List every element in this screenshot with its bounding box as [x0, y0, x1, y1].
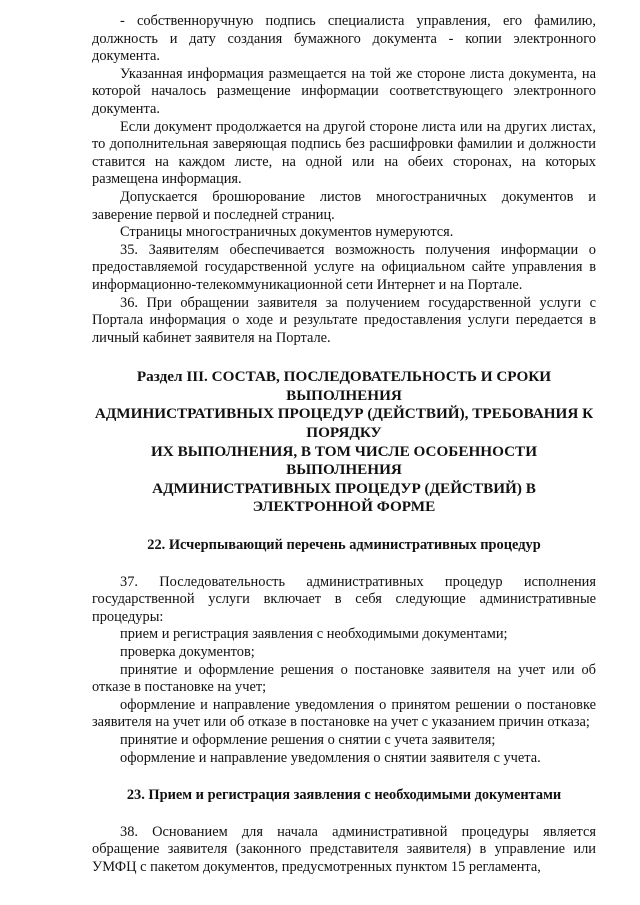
section-title-line: Раздел III. СОСТАВ, ПОСЛЕДОВАТЕЛЬНОСТЬ И СРОКИ [136, 368, 552, 386]
paragraph-35: 35. Заявителям обеспечивается возможность получения информации о предоставляемой государственной услуге на официальном сайте управления в информационно-телекоммуникационной сети Интернет и на Портале. [92, 241, 596, 293]
paragraph-37: 37. Последовательность административных процедур исполнения государственной услуги включает в себя следующие административные процедуры: [92, 573, 596, 625]
list-item: проверка документов; [120, 644, 255, 660]
list-item: оформление и направление уведомления о снятии заявителя с учета. [120, 749, 541, 766]
paragraph-36: 36. При обращении заявителя за получением государственной услуги с Портала информация о ходе и результате предоставления услуги передается в личный кабинет заявителя на Портале. [92, 294, 596, 346]
paragraph-other-side: Если документ продолжается на другой стороне листа или на других листах, то дополнительная заверяющая подпись без расшифровки фамилии и должности ставится на каждом листе, на одной или на обеих сторонах, на которых размещена информация. [92, 118, 596, 188]
subsection-22-title: 22. Исчерпывающий перечень административных процедур [147, 537, 541, 554]
section-title-line: АДМИНИСТРАТИВНЫХ ПРОЦЕДУР (ДЕЙСТВИЙ), ТРЕБОВАНИЯ К [94, 405, 594, 423]
paragraph-signature: - собственноручную подпись специалиста управления, его фамилию, должность и дату создания бумажного документа - копии электронного документа. [92, 13, 596, 65]
section-title-line: ПОРЯДКУ [306, 424, 382, 442]
paragraph-binding: Допускается брошюрование листов многостраничных документов и заверение первой и последней страниц. [92, 188, 596, 223]
paragraph-placement: Указанная информация размещается на той же стороне листа документа, на которой началось размещение информации соответствующего электронного документа. [92, 65, 596, 117]
section-title-line: ВЫПОЛНЕНИЯ [286, 386, 402, 404]
section-title-line: ИХ ВЫПОЛНЕНИЯ, В ТОМ ЧИСЛЕ ОСОБЕННОСТИ ВЫПОЛНЕНИЯ [150, 442, 538, 479]
list-item: прием и регистрация заявления с необходимыми документами; [120, 626, 508, 643]
section-iii-title [92, 368, 596, 517]
list-item: принятие и оформление решения о снятии с учета заявителя; [120, 731, 496, 748]
paragraph-38: 38. Основанием для начала административной процедуры является обращение заявителя (законного представителя заявителя) в управление или УМФЦ с пакетом документов, предусмотренных пунктом 15 регламента, [92, 823, 596, 875]
section-title-line: АДМИНИСТРАТИВНЫХ ПРОЦЕДУР (ДЕЙСТВИЙ) В [152, 479, 536, 497]
paragraph-numbering: Страницы многостраничных документов нумеруются. [120, 224, 454, 241]
subsection-23-title: 23. Прием и регистрация заявления с необходимыми документами [126, 787, 562, 804]
section-title-line: ЭЛЕКТРОННОЙ ФОРМЕ [252, 498, 436, 516]
list-item: принятие и оформление решения о постановке заявителя на учет или об отказе в постановке на учет; [92, 661, 596, 696]
list-item: оформление и направление уведомления о принятом решении о постановке заявителя на учет или об отказе в постановке на учет с указанием причин отказа; [92, 696, 596, 731]
